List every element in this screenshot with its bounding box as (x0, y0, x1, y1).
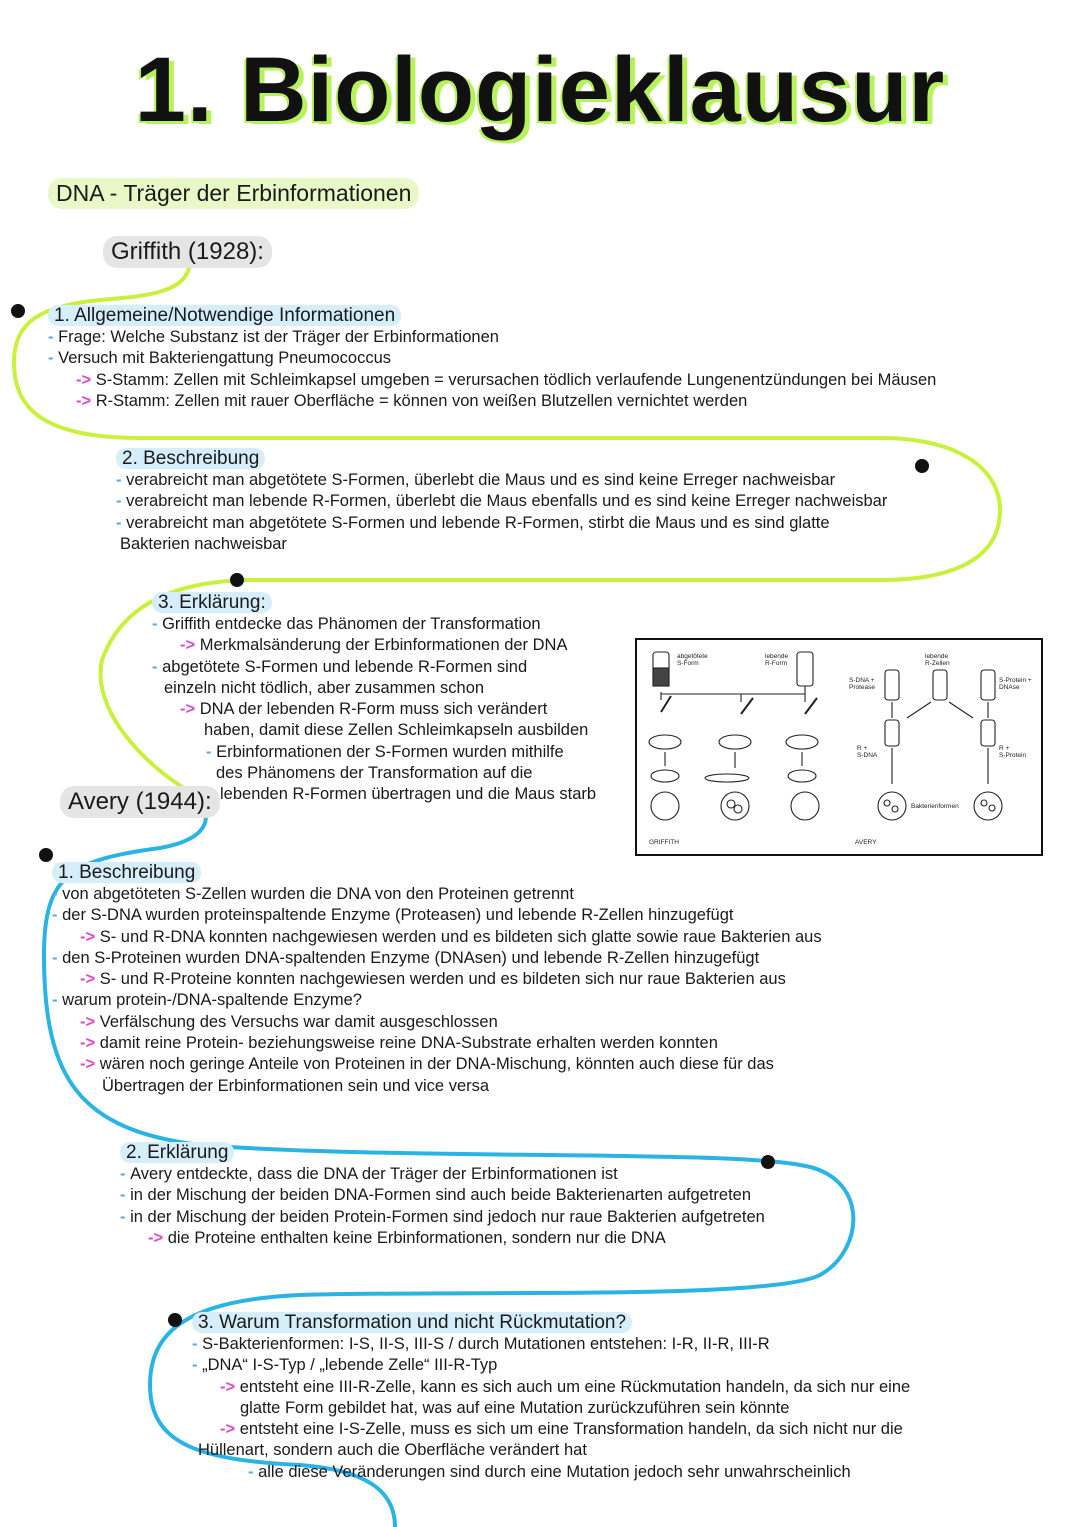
section-title: 2. Erklärung (120, 1142, 234, 1163)
petri-dish-icon (878, 792, 906, 820)
text-line: die Proteine enthalten keine Erbinformationen, sondern nur die DNA (167, 1228, 666, 1247)
griffith-section-general: 1. Allgemeine/Notwendige Informationen - Frage: Welche Substanz ist der Träger der Erbinformationen - Versuch mit Bakteriengattung Pneumococcus -> S-Stamm: Zellen mit Schleimkapsel umgeben = verursachen tödlich verlaufende Lungenentzündungen bei Mäusen -> R-Stamm: Zellen mit rauer Oberfläche = können von weißen Blutzellen vernichtet werden (48, 305, 937, 410)
experiment-figure (635, 638, 1043, 856)
griffith-section-description: 2. Beschreibung - verabreicht man abgetötete S-Formen, überlebt die Maus und es sind keine Erreger nachweisbar - verabreicht man lebende R-Formen, überlebt die Maus ebenfalls und es sind keine Erreger nachweisbar - verabreicht man abgetötete S-Formen und lebende R-Formen, stirbt die Maus und es sind glatte Bakterien nachweisbar (116, 448, 888, 553)
text-line: alle diese Veränderungen sind durch eine Mutation jedoch sehr unwahrscheinlich (258, 1462, 851, 1481)
text-line: S-Bakterienformen: I-S, II-S, III-S / durch Mutationen entstehen: I-R, II-R, III-R (202, 1335, 770, 1353)
figure-label: abgetötete (677, 653, 708, 660)
text-line: glatte Form gebildet hat, was auf eine Mutation zurückzuführen sein könnte (240, 1398, 790, 1417)
test-tube-icon (885, 720, 899, 746)
mouse-icon (788, 770, 816, 782)
experiment-diagram (637, 640, 1041, 854)
figure-label: Bakterienformen (911, 803, 959, 810)
timeline-dot (230, 573, 244, 587)
test-tube-icon (797, 652, 813, 686)
figure-label: GRIFFITH (649, 839, 679, 846)
figure-label: AVERY (855, 839, 877, 846)
figure-label: R + (999, 745, 1010, 752)
text-line: Hüllenart, sondern auch die Oberfläche verändert hat (198, 1441, 587, 1460)
avery-heading: Avery (1944): (60, 786, 220, 818)
figure-label: S-Protein (999, 752, 1027, 759)
text-line: haben, damit diese Zellen Schleimkapseln ausbilden (204, 721, 589, 740)
figure-label: lebende (765, 653, 789, 660)
griffith-heading: Griffith (1928): (103, 236, 272, 268)
text-line: entsteht eine I-S-Zelle, muss es sich um eine Transformation handeln, da sich nicht nur die (239, 1420, 903, 1439)
mouse-icon (651, 770, 679, 782)
syringe-icon (805, 698, 817, 714)
mouse-icon (649, 735, 681, 749)
griffith-section-explanation: 3. Erklärung: - Griffith entdecke das Phänomen der Transformation -> Merkmalsänderung der Erbinformationen der DNA - abgetötete S-Formen und lebende R-Formen sind einzeln nicht tödlich, aber zusammen schon -> DNA der lebenden R-Form muss sich verändert haben, damit diese Zellen Schleimkapseln ausbilden - Erbinformationen der S-Formen wurden mithilfe des Phänomens der Transformation auf die lebenden R-Formen übertragen und die Maus starb (152, 592, 597, 804)
section-title: 3. Warum Transformation und nicht Rückmutation? (192, 1312, 632, 1333)
text-line: Verfälschung des Versuchs war damit ausgeschlossen (99, 1012, 498, 1031)
text-line: damit reine Protein- beziehungsweise reine DNA-Substrate erhalten werden konnten (99, 1034, 718, 1053)
text-line: der S-DNA wurden proteinspaltende Enzyme (Proteasen) und lebende R-Zellen hinzugefügt (62, 906, 734, 925)
text-line: Erbinformationen der S-Formen wurden mithilfe (216, 742, 564, 761)
text-line: Frage: Welche Substanz ist der Träger der Erbinformationen (58, 328, 499, 346)
text-line: Avery entdeckte, dass die DNA der Träger der Erbinformationen ist (130, 1165, 618, 1183)
text-line: in der Mischung der beiden Protein-Formen sind jedoch nur raue Bakterien aufgetreten (130, 1207, 765, 1226)
figure-label: S-Form (677, 660, 699, 667)
figure-label: S-DNA + (849, 677, 875, 684)
section-title: 3. Erklärung: (152, 592, 272, 613)
petri-dish-icon (791, 792, 819, 820)
page-title: 1. Biologieklausur (134, 39, 946, 141)
test-tube-icon (933, 670, 947, 700)
text-line: entsteht eine III-R-Zelle, kann es sich auch um eine Rückmutation handeln, da sich nur eine (239, 1377, 911, 1396)
test-tube-icon (885, 670, 899, 700)
text-line: den S-Proteinen wurden DNA-spaltenden Enzyme (DNAsen) und lebende R-Zellen hinzugefügt (62, 948, 760, 967)
text-line: des Phänomens der Transformation auf die (216, 764, 533, 783)
petri-dish-icon (974, 792, 1002, 820)
avery-section-explanation: 2. Erklärung - Avery entdeckte, dass die DNA der Träger der Erbinformationen ist - in der Mischung der beiden DNA-Formen sind auch beide Bakterienarten aufgetreten - in der Mischung der beiden Protein-Formen sind jedoch nur raue Bakterien aufgetreten -> die Proteine enthalten keine Erbinformationen, sondern nur die DNA (120, 1142, 765, 1247)
avery-section-transformation: 3. Warum Transformation und nicht Rückmutation? - S-Bakterienformen: I-S, II-S, III-S / durch Mutationen entstehen: I-R, II-R, III-R - „DNA“ I-S-Typ / „lebende Zelle“ III-R-Typ -> entsteht eine III-R-Zelle, kann es sich auch um eine Rückmutation handeln, da sich nur eine glatte Form gebildet hat, was auf eine Mutation zurückzuführen sein könnte -> entsteht eine I-S-Zelle, muss es sich um eine Transformation handeln, da sich nicht nur die Hüllenart, sondern auch die Oberfläche verändert hat - alle diese Veränderungen sind durch eine Mutation jedoch sehr unwahrscheinlich (192, 1312, 911, 1481)
figure-label: Protease (849, 684, 876, 691)
timeline-dot (915, 459, 929, 473)
test-tube-fill (653, 668, 669, 686)
mouse-icon (719, 735, 751, 749)
section-title: 1. Allgemeine/Notwendige Informationen (48, 305, 401, 326)
syringe-icon (741, 698, 753, 714)
text-line: S-Stamm: Zellen mit Schleimkapsel umgeben = verursachen tödlich verlaufende Lungenentzündungen bei Mäusen (95, 370, 937, 389)
figure-label: S-Protein + (999, 677, 1032, 684)
figure-label: lebende (925, 653, 949, 660)
syringe-icon (661, 696, 671, 712)
text-line: Übertragen der Erbinformationen sein und vice versa (102, 1076, 490, 1095)
test-tube-icon (981, 670, 995, 700)
figure-label: R-Form (765, 660, 788, 667)
timeline-dot (168, 1313, 182, 1327)
text-line: S- und R-DNA konnten nachgewiesen werden und es bildeten sich glatte sowie raue Bakterien aus (99, 927, 822, 946)
text-line: lebenden R-Formen übertragen und die Maus starb (220, 785, 597, 804)
topic-subtitle: DNA - Träger der Erbinformationen (48, 178, 419, 209)
text-line: verabreicht man abgetötete S-Formen, überlebt die Maus und es sind keine Erreger nachweisbar (126, 471, 836, 489)
figure-label: R + (857, 745, 868, 752)
dead-mouse-icon (705, 774, 749, 782)
text-line: Bakterien nachweisbar (120, 534, 287, 553)
text-line: DNA der lebenden R-Form muss sich verändert (199, 700, 548, 719)
text-line: Griffith entdecke das Phänomen der Transformation (162, 615, 541, 633)
text-line: Merkmalsänderung der Erbinformationen der DNA (199, 636, 568, 655)
text-line: warum protein-/DNA-spaltende Enzyme? (62, 991, 362, 1010)
figure-label: DNAse (999, 684, 1020, 691)
text-line: einzeln nicht tödlich, aber zusammen schon (164, 678, 485, 697)
test-tube-icon (981, 720, 995, 746)
text-line: von abgetöteten S-Zellen wurden die DNA von den Proteinen getrennt (62, 885, 574, 903)
timeline-dot (39, 848, 53, 862)
text-line: verabreicht man abgetötete S-Formen und lebende R-Formen, stirbt die Maus und es sind glatte (126, 513, 830, 532)
mouse-icon (786, 735, 818, 749)
text-line: Versuch mit Bakteriengattung Pneumococcus (58, 349, 392, 368)
text-line: abgetötete S-Formen und lebende R-Formen sind (162, 657, 528, 676)
petri-dish-icon (651, 792, 679, 820)
section-title: 1. Beschreibung (52, 862, 201, 883)
text-line: R-Stamm: Zellen mit rauer Oberfläche = können von weißen Blutzellen vernichtet werden (95, 391, 748, 410)
text-line: verabreicht man lebende R-Formen, überlebt die Maus ebenfalls und es sind keine Erreger nachweisbar (126, 492, 888, 511)
text-line: in der Mischung der beiden DNA-Formen sind auch beide Bakterienarten aufgetreten (130, 1186, 752, 1205)
figure-label: R-Zellen (925, 660, 950, 667)
figure-label: S-DNA (857, 752, 878, 759)
timeline-dot (11, 304, 25, 318)
section-title: 2. Beschreibung (116, 448, 265, 469)
avery-section-description: 1. Beschreibung - von abgetöteten S-Zellen wurden die DNA von den Proteinen getrennt - der S-DNA wurden proteinspaltende Enzyme (Proteasen) und lebende R-Zellen hinzugefügt -> S- und R-DNA konnten nachgewiesen werden und es bildeten sich glatte sowie raue Bakterien aus - den S-Proteinen wurden DNA-spaltenden Enzyme (DNAsen) und lebende R-Zellen hinzugefügt -> S- und R-Proteine konnten nachgewiesen werden und es bildeten sich nur raue Bakterien aus - warum protein-/DNA-spaltende Enzyme? -> Verfälschung des Versuchs war damit ausgeschlossen -> damit reine Protein- beziehungsweise reine DNA-Substrate erhalten werden konnten -> wären noch geringe Anteile von Proteinen in der DNA-Mischung, könnten auch diese für das Übertragen der Erbinformationen sein und vice versa (52, 862, 822, 1095)
text-line: wären noch geringe Anteile von Proteinen in der DNA-Mischung, könnten auch diese für das (99, 1055, 774, 1074)
text-line: S- und R-Proteine konnten nachgewiesen werden und es bildeten sich nur raue Bakterien aus (99, 970, 786, 989)
text-line: „DNA“ I-S-Typ / „lebende Zelle“ III-R-Typ (202, 1356, 498, 1375)
